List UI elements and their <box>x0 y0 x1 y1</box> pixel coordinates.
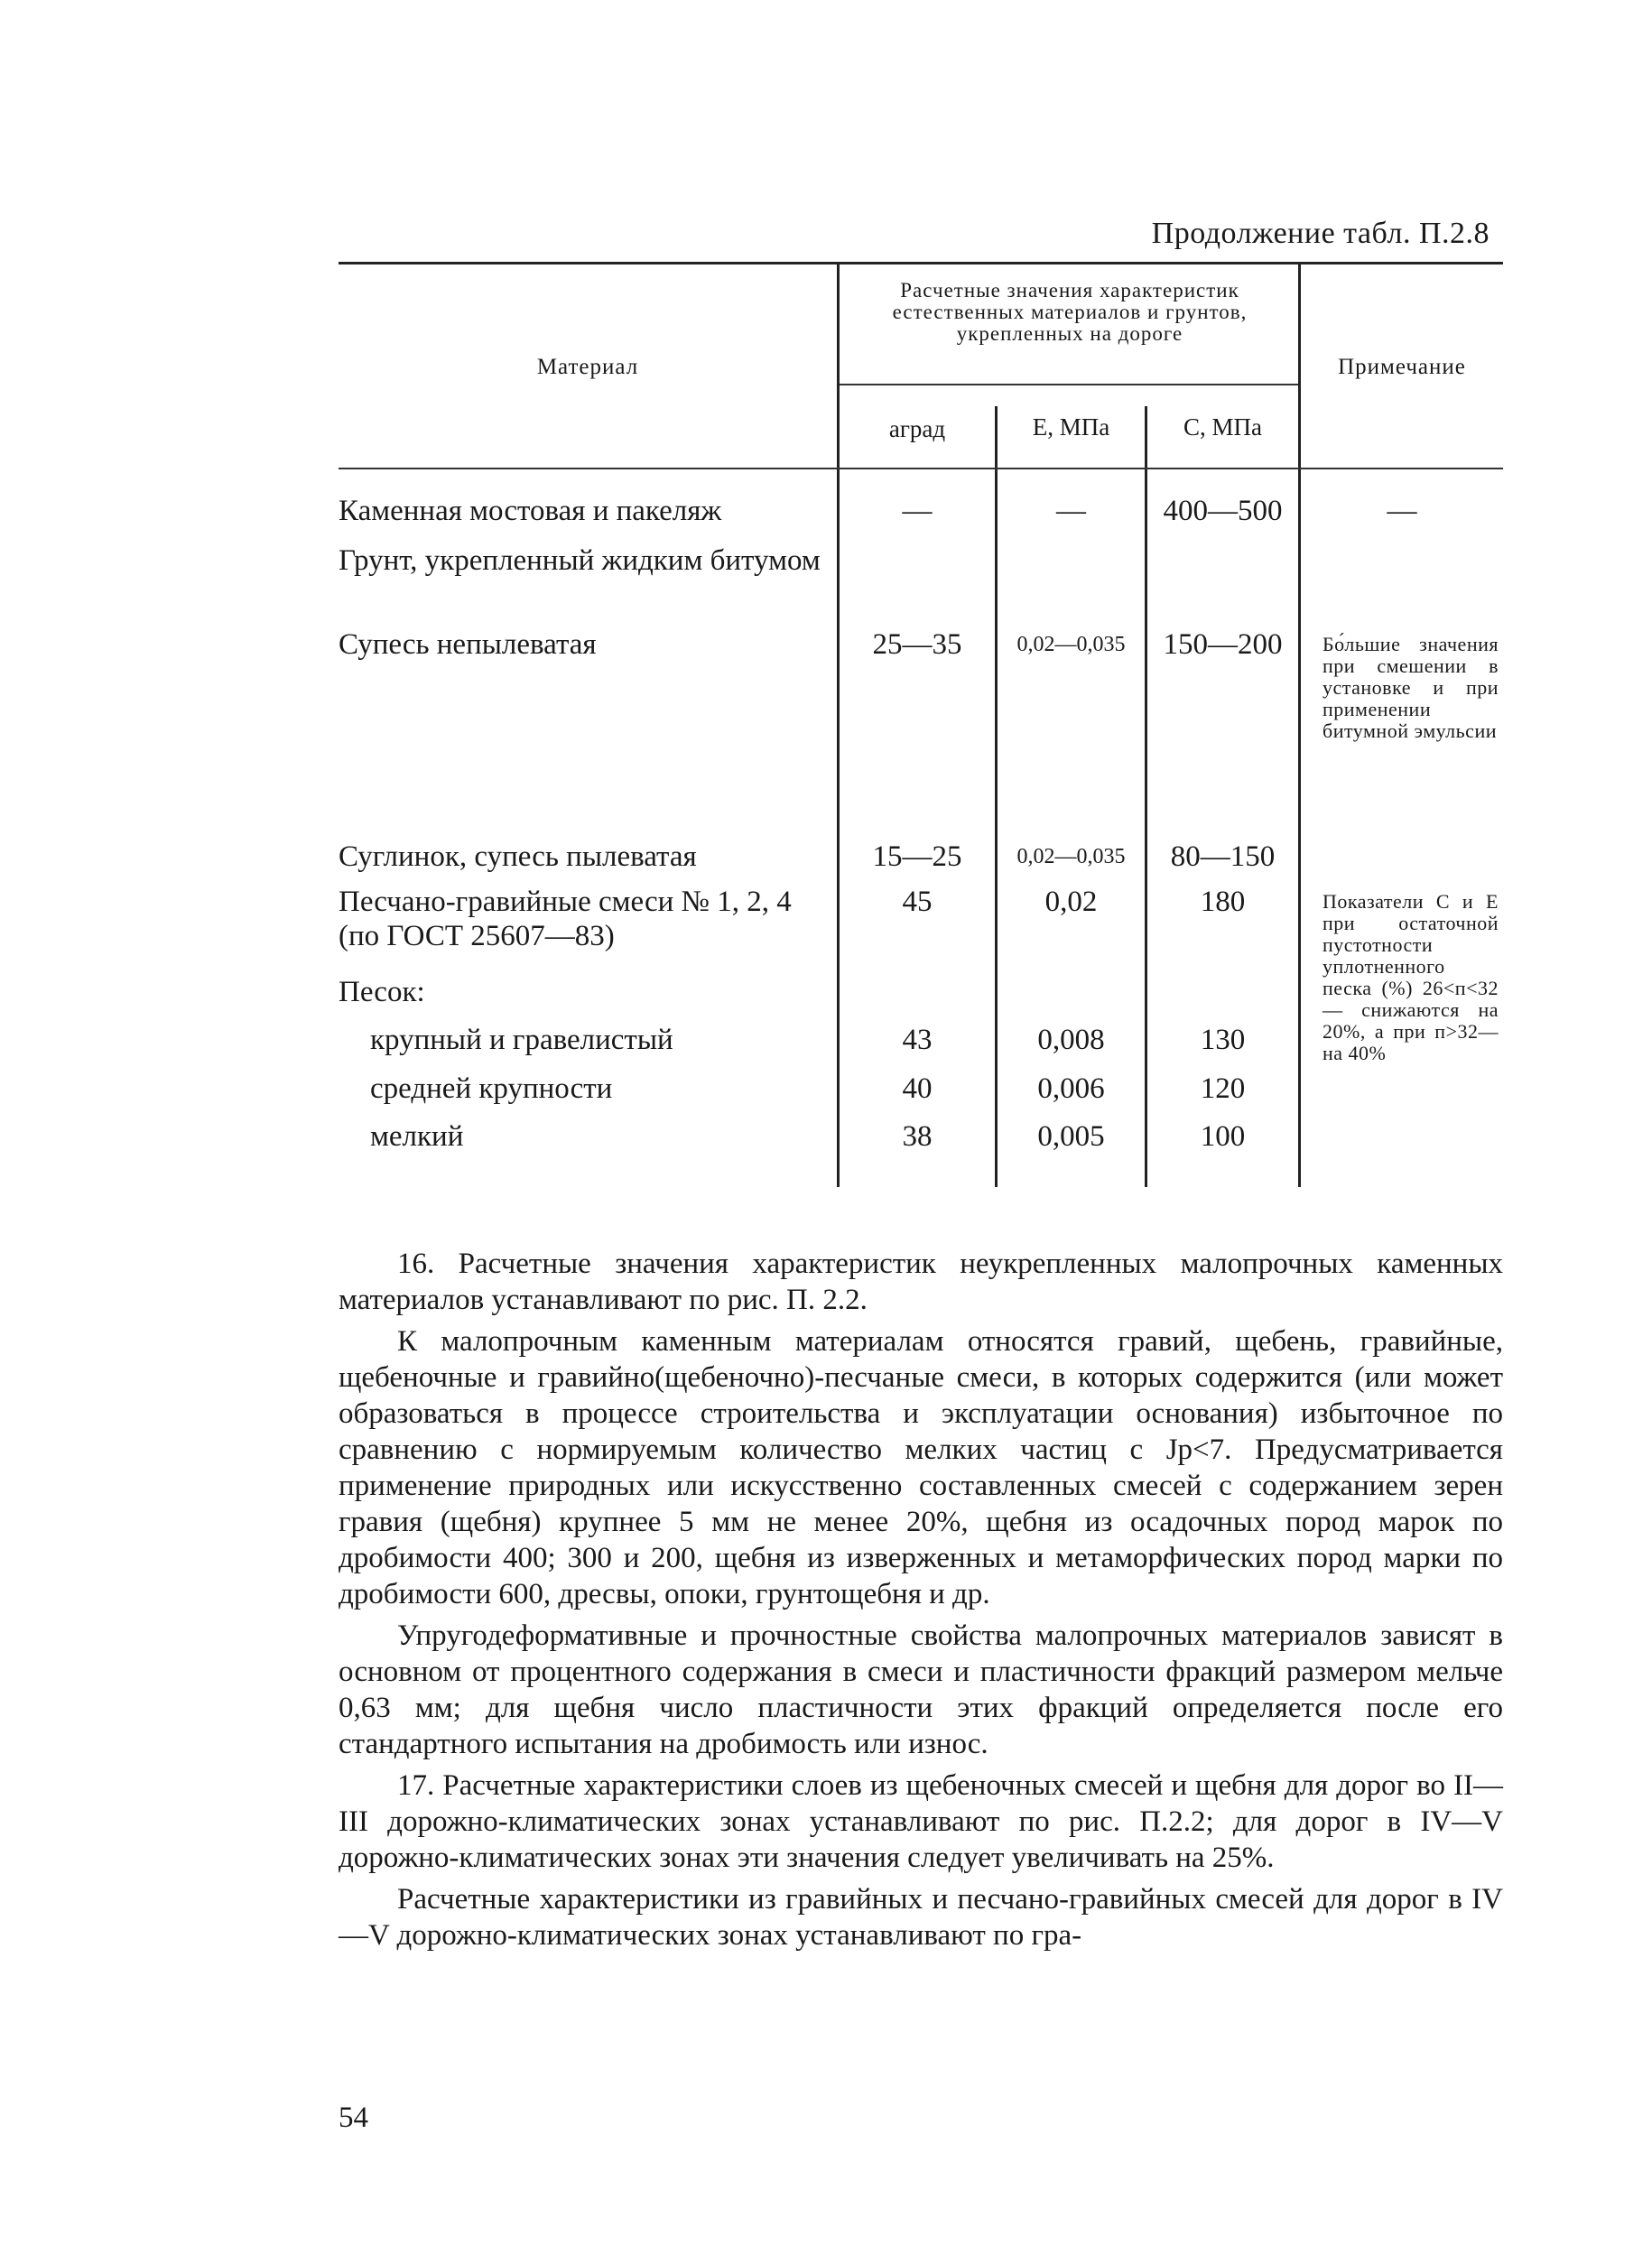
row-label: мелкий <box>370 1120 464 1153</box>
cell-a: 43 <box>902 1024 933 1056</box>
row-label: Каменная мостовая и пакеляж <box>339 495 722 527</box>
cell-c: 100 <box>1200 1120 1246 1153</box>
header-note: Примечание <box>1338 355 1466 379</box>
cell-e: 0,02—0,035 <box>1016 845 1126 868</box>
header-c: C, МПа <box>1183 413 1262 441</box>
col-divider <box>1298 264 1301 1187</box>
header-group: Расчетные значения характеристик естественных материалов и грунтов, укрепленных на дороге <box>892 279 1248 345</box>
cell-note: — <box>1387 495 1417 527</box>
cell-e: 0,006 <box>1037 1072 1105 1105</box>
paragraph: К малопрочным каменным материалам относятся гравий, щебень, гравийные, щебеночные и гравийно(щебеночно)-песчаные смеси, в которых содержится (или может образоваться в процессе строительства и эксплуатации основания) избыточное по сравнению с нормируемым количество мелких частиц с Jр<7. Предусматривается применение природных или искусственно составленных смесей с содержанием зерен гравия (щебня) крупнее 5 мм не менее 20%, щебня из осадочных пород марок по дробимости 400; 300 и 200, щебня из изверженных и метаморфических пород марки по дробимости 600, дресвы, опоки, грунтощебня и др. <box>339 1325 1503 1610</box>
row-label: Супесь непылеватая <box>339 628 597 661</box>
cell-e: 0,02—0,035 <box>1016 633 1126 656</box>
body-text <box>339 1246 1503 1959</box>
cell-a: 15—25 <box>872 840 962 873</box>
header-e: E, МПа <box>1032 413 1110 441</box>
cell-a: 25—35 <box>872 628 962 661</box>
cell-e: — <box>1056 495 1086 527</box>
header-sub-rule <box>840 384 1298 385</box>
table-header-rule <box>339 468 1503 469</box>
row-label: Песчано-гравийные смеси № 1, 2, 4 (по ГОСТ 25607—83) <box>339 886 792 952</box>
cell-c: 130 <box>1200 1024 1246 1056</box>
row-label: средней крупности <box>370 1072 613 1105</box>
page-number: 54 <box>339 2102 368 2134</box>
cell-c: 120 <box>1200 1072 1246 1105</box>
cell-a: 40 <box>902 1072 933 1105</box>
paragraph: Расчетные характеристики из гравийных и песчано-гравийных смесей для дорог в IV—V дорожно-климатических зонах устанавливают по гра- <box>339 1883 1503 1952</box>
cell-c: 180 <box>1200 886 1246 918</box>
cell-e: 0,008 <box>1037 1024 1105 1056</box>
row-label: Грунт, укрепленный жидким битумом <box>339 544 821 577</box>
paragraph: Упругодеформативные и прочностные свойства малопрочных материалов зависят в основном от процентного содержания в смеси и пластичности фракций размером мельче 0,63 мм; для щебня число пластичности этих фракций определяется после его стандартного испытания на дробимость или износ. <box>339 1619 1503 1760</box>
paragraph: 16. Расчетные значения характеристик неукрепленных малопрочных каменных материалов устанавливают по рис. П. 2.2. <box>339 1248 1503 1316</box>
table-top-rule <box>339 262 1503 264</box>
cell-note: Бо́льшие значения при смешении в установке и при применении битумной эмульсии <box>1323 633 1499 742</box>
cell-c: 150—200 <box>1163 628 1283 661</box>
paragraph: 17. Расчетные характеристики слоев из щебеночных смесей и щебня для дорог во II—III дорожно-климатических зонах устанавливают по рис. П.2.2; для дорог в IV—V дорожно-климатических зонах эти значения следует увеличивать на 25%. <box>339 1769 1503 1874</box>
header-material: Материал <box>536 355 639 379</box>
cell-c: 80—150 <box>1170 840 1276 873</box>
cell-e: 0,02 <box>1044 886 1098 918</box>
row-label: Песок: <box>339 976 425 1008</box>
table-caption: Продолжение табл. П.2.8 <box>1151 217 1490 250</box>
cell-e: 0,005 <box>1037 1120 1105 1153</box>
header-a: aград <box>888 415 946 442</box>
cell-a: — <box>902 495 933 527</box>
cell-a: 38 <box>902 1120 933 1153</box>
cell-a: 45 <box>902 886 933 918</box>
row-label: крупный и гравелистый <box>370 1024 673 1056</box>
cell-c: 400—500 <box>1163 495 1283 527</box>
row-label: Суглинок, супесь пылеватая <box>339 840 697 873</box>
cell-note: Показатели C и E при остаточной пустотности уплотненного песка (%) 26<п<32— снижаются на 20%, а при п>32— на 40% <box>1323 890 1499 1064</box>
